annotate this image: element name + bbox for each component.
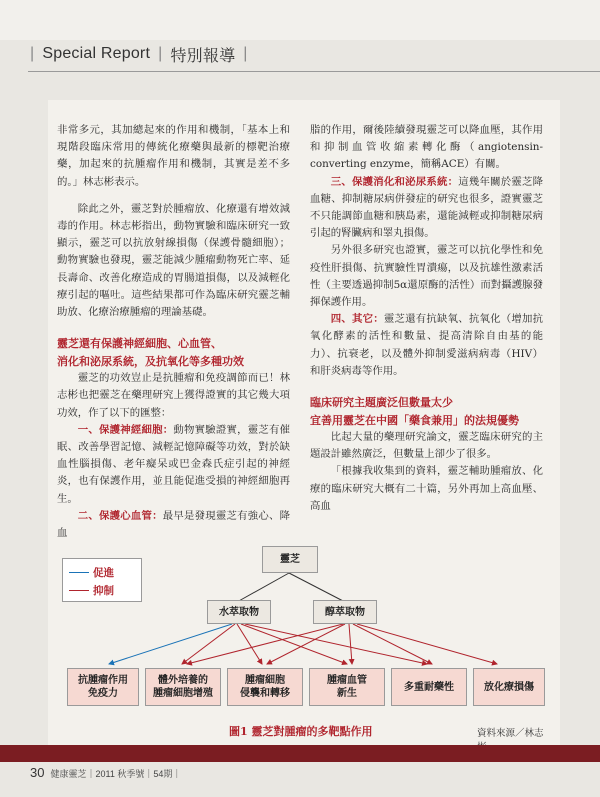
figure-caption: 圖1 靈芝對腫瘤的多靶點作用 (229, 725, 373, 738)
section-heading: 宜善用靈芝在中國「藥食兼用」的法規優勢 (310, 413, 519, 427)
lead-text: 二、保護心血管： (77, 509, 163, 522)
paragraph: 除此之外，靈芝對於腫瘤放、化療還有增效減毒的作用。林志彬指出，動物實驗和臨床研究一致顯示，靈芝可以抗放射線損傷（保護骨髓細胞）；動物實驗也發現，靈芝能減少腫瘤動物死亡率、延長壽命、改善化療造成的胃腸道損傷，以及減輕化療引起的嘔吐。這些結果都可作為臨床研究靈芝輔助放、化療治療腫瘤的理論基礎。 (57, 202, 290, 319)
header-rule (28, 71, 600, 72)
footer-text: 健康靈芝｜2011 秋季號｜54期｜ (50, 769, 182, 779)
node-line: 新生 (337, 688, 357, 699)
lead-text: 四、其它： (330, 313, 384, 326)
lead-text: 三、保護消化和泌尿系統： (330, 175, 459, 188)
figure-diagram (57, 538, 547, 738)
left-column (57, 122, 290, 542)
node-line: 體外培養的 (158, 675, 208, 686)
node-target (67, 668, 139, 706)
arrow-line (289, 573, 345, 602)
node-line: 免疫力 (88, 688, 118, 699)
node-target-text (153, 674, 213, 700)
arrow-inhibit (349, 624, 352, 664)
body-text: 靈芝還有抗缺氧、抗氧化（增加抗氧化酵素的活性和數量、提高清除自由基的能力）、抗衰老，以及體外抑制愛滋病病毒（HIV）和肝炎病毒等作用。 (310, 313, 543, 377)
header-divider: | (158, 45, 163, 62)
node-target (309, 668, 385, 706)
node-line: 腫瘤細胞 (245, 675, 285, 686)
footer-band (0, 745, 600, 762)
node-target (391, 668, 467, 706)
node-line: 腫瘤血管 (327, 675, 367, 686)
lead-text: 一、保護神經細胞： (77, 423, 174, 436)
header-divider: | (243, 45, 248, 62)
body-text: 這幾年關於靈芝降血糖、抑制糖尿病併發症的研究也很多，證實靈芝不只能調節血糖和胰島素，還能減輕或抑制糖尿病引起的腎臟病和睪丸損傷。 (310, 175, 544, 240)
body-text: 最早是發現靈芝有強心、降血 (57, 509, 291, 540)
node-target (145, 668, 221, 706)
legend-promote (69, 565, 114, 580)
paragraph: 另外很多研究也證實，靈芝可以抗化學性和免疫性肝損傷、抗實驗性胃潰瘍，以及抗雄性激素活性（主要透過抑制5α還原酶的活性）而對攝護腺發揮保護作用。 (310, 244, 543, 309)
node-line: 侵襲和轉移 (240, 688, 290, 699)
paragraph: 「根據我收集到的資料，靈芝輔助腫瘤放、化療的臨床研究大概有二十篇，另外再加上高血壓、高血 (310, 465, 543, 512)
page-number: 30 (30, 765, 45, 780)
arrow-inhibit (353, 624, 432, 664)
legend-line (69, 572, 89, 573)
paragraph: 脂的作用，爾後陸續發現靈芝可以降血壓，其作用和抑制血管收縮素轉化酶（angiotensin-converting enzyme，簡稱ACE）有關。 (310, 124, 543, 171)
section-heading: 靈芝還有保護神經細胞、心血管、 (57, 337, 222, 351)
legend-inhibit (69, 583, 114, 598)
legend-label: 促進 (93, 567, 114, 579)
legend-line (69, 590, 89, 591)
paragraph (57, 422, 290, 508)
node-water-extract: 水萃取物 (207, 600, 271, 624)
paragraph: 非常多元，其加總起來的作用和機制，「基本上和現階段臨床常用的傳統化療藥與最新的標靶治療藥，加起來的抗腫瘤作用和機制，其實是差不多的。」林志彬表示。 (57, 124, 290, 188)
arrow-line (237, 573, 289, 602)
node-target (227, 668, 303, 706)
node-line: 抗腫瘤作用 (78, 675, 128, 686)
paragraph: 靈芝的功效豈止是抗腫瘤和免疫調節而已！林志彬也把靈芝在藥理研究上獲得證實的其它幾大項功效，作了以下的匯整： (57, 372, 290, 419)
header-divider: | (30, 45, 35, 62)
top-band (0, 0, 600, 40)
body-text: 動物實驗證實，靈芝有催眠、改善學習記憶、減輕記憶障礙等功效，對於缺血性腦損傷、老年癡呆或巴金森氏症引起的神經炎，也有保護作用，並且能促進受損的神經細胞再生。 (57, 423, 291, 505)
section-heading: 臨床研究主題廣泛但數量太少 (310, 396, 453, 410)
node-target-text (78, 674, 128, 700)
arrow-inhibit (357, 624, 497, 664)
node-target-text: 多重耐藥性 (404, 681, 454, 693)
arrow-inhibit (187, 624, 343, 664)
arrow-inhibit (241, 624, 347, 664)
paragraph (310, 311, 543, 380)
right-column (310, 122, 543, 515)
node-alcohol-extract: 醇萃取物 (313, 600, 377, 624)
legend-label: 抑制 (93, 585, 114, 597)
header-zh: 特別報導 (170, 47, 236, 65)
figure-source: 資料來源／林志 (477, 728, 544, 739)
paragraph (310, 174, 543, 243)
node-target (473, 668, 545, 706)
node-target-text (240, 674, 290, 700)
arrow-inhibit (267, 624, 345, 664)
paragraph: 比起大量的藥理研究論文，靈芝臨床研究的主題設計雖然廣泛，但數量上卻少了很多。 (310, 431, 543, 461)
node-target-text (327, 674, 367, 700)
page-footer (30, 765, 181, 780)
node-target-text: 放化療損傷 (484, 681, 534, 693)
arrow-inhibit (245, 624, 427, 664)
section-header (30, 44, 248, 64)
figure-legend (62, 558, 142, 602)
node-line: 腫瘤細胞增殖 (153, 688, 213, 699)
node-lingzhi: 靈芝 (262, 546, 318, 573)
section-heading: 消化和泌尿系統，及抗氧化等多種功效 (57, 354, 244, 368)
arrow-promote (109, 624, 232, 664)
header-en: Special Report (42, 45, 151, 62)
